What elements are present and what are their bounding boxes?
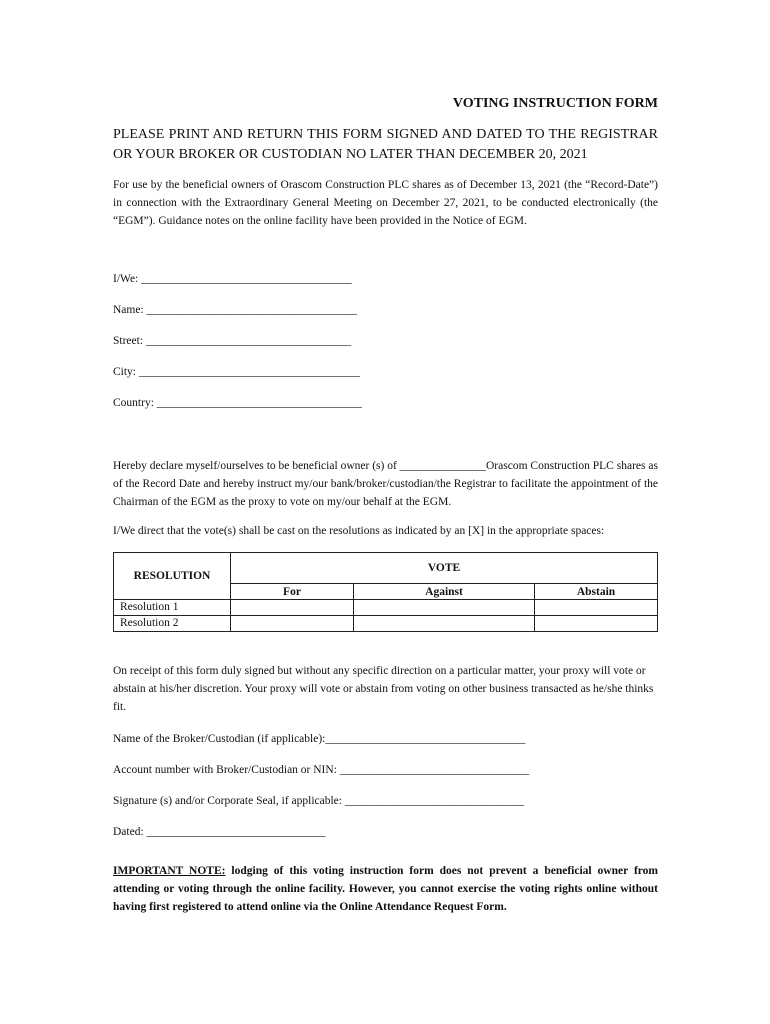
important-note [113,862,658,916]
return-instructions: PLEASE PRINT AND RETURN THIS FORM SIGNED AND DATED TO THE REGISTRAR OR YOUR BROKER OR CUSTODIAN NO LATER THAN DECEMBER 20, 2021 [113,127,658,162]
line-label: Signature (s) and/or Corporate Seal, if applicable: [113,795,342,807]
owner-details [113,272,658,427]
line-label: Dated: [113,826,144,838]
field-country[interactable] [113,396,658,427]
line-blank[interactable]: ______________________________________ [325,733,525,745]
table-row [114,616,658,632]
field-street[interactable] [113,334,658,365]
declaration-paragraph: Hereby declare myself/ourselves to be beneficial owner (s) of _______________Orascom Construction PLC shares as of the Record Date and hereby instruct my/our bank/broker/custodian/the Registrar to facilitate the appointment of the Chairman of the EGM as the proxy to vote on my/our behalf at the EGM. [113,460,658,508]
line-label: Name of the Broker/Custodian (if applicable): [113,733,326,745]
vote-cell-for[interactable] [231,616,354,632]
vote-cell-abstain[interactable] [535,600,658,616]
line-label: Account number with Broker/Custodian or NIN: [113,764,337,776]
field-iwe[interactable] [113,272,658,303]
against-header: Against [354,584,535,600]
for-header: For [231,584,354,600]
line-blank[interactable]: ____________________________________ [339,764,529,776]
field-name[interactable] [113,303,658,334]
broker-name-line[interactable] [113,732,658,763]
line-blank[interactable]: __________________________________ [146,826,326,838]
field-blank[interactable]: __________________________________________ [138,366,360,378]
line-blank[interactable]: __________________________________ [344,795,524,807]
vote-cell-abstain[interactable] [535,616,658,632]
direction-paragraph: I/We direct that the vote(s) shall be cast on the resolutions as indicated by an [X] in the appropriate spaces: [113,525,605,537]
field-label: Country: [113,397,154,409]
vote-cell-against[interactable] [354,616,535,632]
resolution-header: RESOLUTION [114,553,231,600]
signature-line[interactable] [113,794,658,825]
intro-paragraph: For use by the beneficial owners of Orascom Construction PLC shares as of December 13, 2021 (the “Record-Date”) in connection with the Extraordinary General Meeting on December 27, 2021, to be conducted electronically (the “EGM”). Guidance notes on the online facility have been provided in the Notice of EGM. [113,179,658,227]
form-content [113,96,658,916]
dated-line[interactable] [113,825,658,856]
vote-table [113,552,658,632]
account-number-line[interactable] [113,763,658,794]
abstain-header: Abstain [535,584,658,600]
table-row [114,600,658,616]
vote-cell-for[interactable] [231,600,354,616]
resolution-label: Resolution 1 [114,600,231,616]
field-blank[interactable]: ________________________________________ [146,304,357,316]
vote-header: VOTE [231,553,658,584]
field-label: I/We: [113,273,139,285]
note-label: IMPORTANT NOTE: [113,865,226,877]
field-blank[interactable]: _______________________________________ [156,397,362,409]
field-label: Street: [113,335,144,347]
field-blank[interactable]: _______________________________________ [145,335,351,347]
form-title: VOTING INSTRUCTION FORM [452,96,658,111]
field-blank[interactable]: ________________________________________ [141,273,352,285]
field-label: City: [113,366,137,378]
field-city[interactable] [113,365,658,396]
field-label: Name: [113,304,144,316]
note-text: lodging of this voting instruction form does not prevent a beneficial owner from attending or voting through the online facility. However, you cannot exercise the voting rights online without having first registered to attend online via the Online Attendance Request Form. [113,865,659,913]
resolution-label: Resolution 2 [114,616,231,632]
receipt-paragraph: On receipt of this form duly signed but without any specific direction on a particular matter, your proxy will vote or abstain at his/her discretion. Your proxy will vote or abstain from voting on other business transacted as he/she thinks fit. [113,665,654,713]
vote-cell-against[interactable] [354,600,535,616]
